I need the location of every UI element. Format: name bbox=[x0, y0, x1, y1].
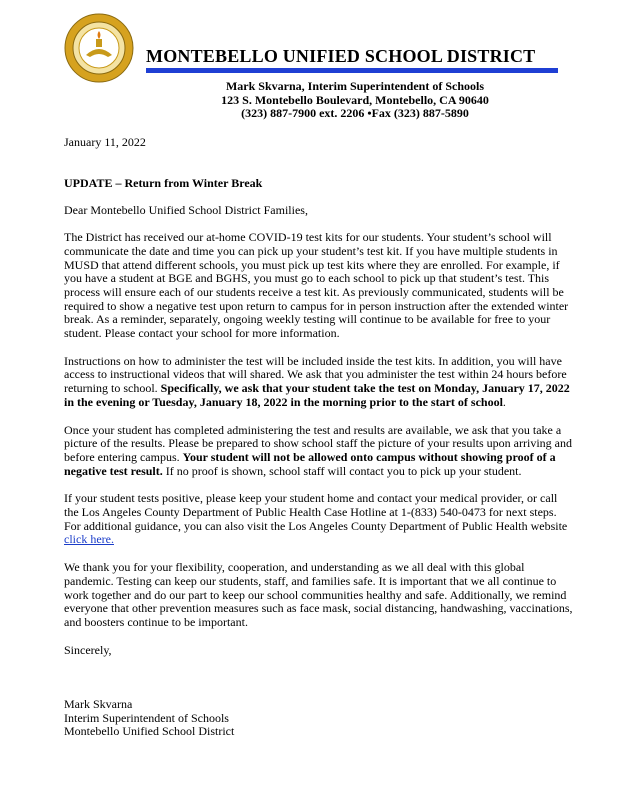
district-seal-icon bbox=[64, 13, 134, 83]
signature-title: Interim Superintendent of Schools bbox=[64, 710, 229, 725]
paragraph-results-end: If no proof is shown, school staff will contact you to pick up your student. bbox=[162, 463, 522, 478]
letter-date: January 11, 2022 bbox=[64, 135, 146, 149]
letterhead-line-3: (323) 887-7900 ext. 2206 •Fax (323) 887-5890 bbox=[241, 106, 469, 120]
signature-org: Montebello Unified School District bbox=[64, 724, 235, 739]
paragraph-instructions-end: . bbox=[502, 394, 506, 409]
header-rule bbox=[146, 68, 558, 73]
paragraph-instructions-bold: Specifically, we ask that your student take the test on Monday, January 17, 2022 in the evening or Tuesday, January 18, 2022 in the morning prior to the start of school bbox=[64, 381, 570, 409]
paragraph-results-bold: Your student will not be allowed onto campus without showing proof of a negative test result. bbox=[64, 449, 556, 478]
paragraph-instructions-text: Instructions on how to administer the test will be included inside the test kits. In addition, you will have access to instructional videos that will shared. We ask that you administer the test within 24 hours before returning to school. bbox=[64, 353, 567, 396]
signature-block bbox=[64, 698, 574, 739]
paragraph-thanks: We thank you for your flexibility, cooperation, and understanding as we all deal with this global pandemic. Testing can keep our students, staff, and families safe. It is important that we all continue to work together and do our part to keep our school communities healthy and safe. Additionally, we remind everyone that other prevention measures such as face mask, social distancing, handwashing, vaccinations, and boosters continue to be important. bbox=[64, 560, 573, 629]
signature-name: Mark Skvarna bbox=[64, 697, 133, 712]
letter-subject: UPDATE – Return from Winter Break bbox=[64, 175, 263, 190]
paragraph-results bbox=[64, 424, 574, 479]
paragraph-results-text: Once your student has completed administering the test and results are available, we ask that you take a picture of the results. Please be prepared to show school staff the picture of your results upon arriving and before entering campus. bbox=[64, 422, 572, 464]
letterhead-line-2: 123 S. Montebello Boulevard, Montebello, CA 90640 bbox=[221, 92, 489, 107]
letter-body bbox=[64, 136, 574, 739]
click-here-link[interactable]: click here. bbox=[64, 532, 114, 547]
paragraph-positive-text: If your student tests positive, please keep your student home and contact your medical provider, or call the Los Angeles County Department of Public Health Case Hotline at 1-(833) 540-0473 for next steps. For additional guidance, you can also visit the Los Angeles County Department of Public Health website bbox=[64, 491, 568, 533]
paragraph-positive bbox=[64, 492, 574, 547]
letterhead-line-1: Mark Skvarna, Interim Superintendent of Schools bbox=[225, 79, 485, 93]
paragraph-instructions bbox=[64, 355, 574, 410]
letterhead bbox=[140, 80, 570, 121]
letter-closing: Sincerely, bbox=[64, 642, 112, 657]
paragraph-test-kits: The District has received our at-home COVID-19 test kits for our students. Your student’s school will communicate the date and time you can pick up your student’s test kit. If you have multiple students in MUSD that attend different schools, you must pick up test kits where they are enrolled. For example, if you have a student at BGE and BGHS, you must go to each school to pick up that student’s test. This process will ensure each of our students receive a test kit. As previously communicated, students will be required to show a negative test upon return to campus for in person instruction after the extended winter break. As a reminder, separately, ongoing weekly testing will continue to be available for free to your student. Please contact your school for more information. bbox=[64, 230, 569, 341]
letter-greeting: Dear Montebello Unified School District Families, bbox=[64, 203, 308, 218]
district-name: MONTEBELLO UNIFIED SCHOOL DISTRICT bbox=[146, 46, 536, 66]
